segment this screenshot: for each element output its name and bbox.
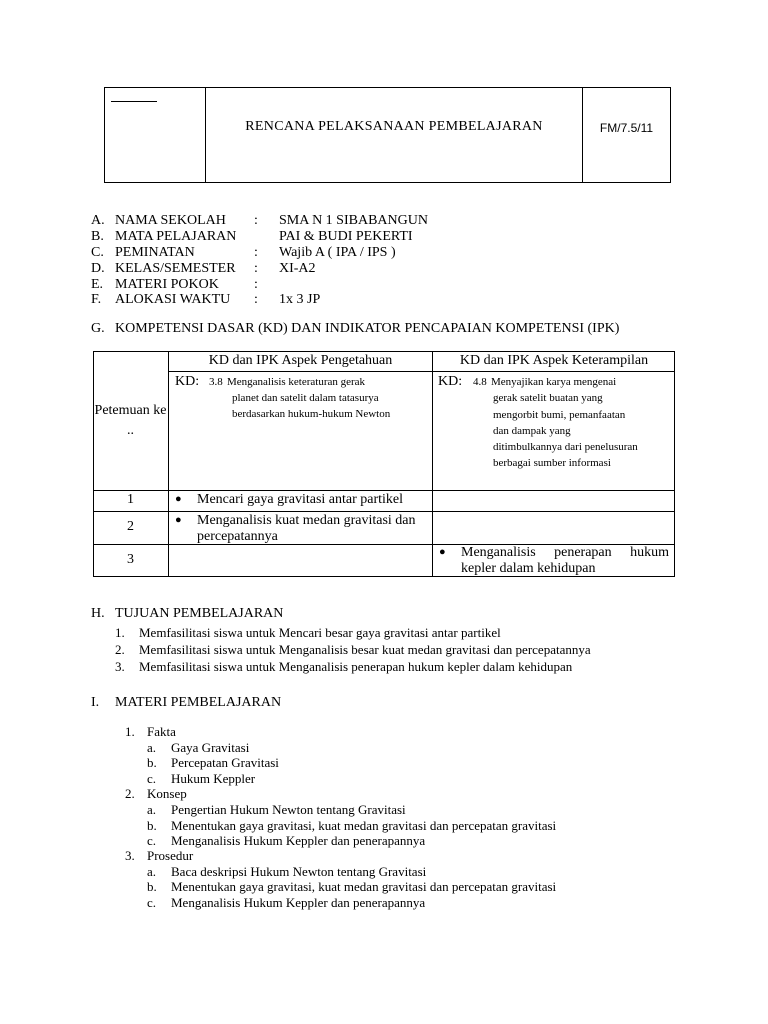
material-item: Baca deskripsi Hukum Newton tentang Gravitasi [171, 864, 427, 879]
kd-skill-line: gerak satelit buatan yang [493, 392, 603, 404]
logo-cell [105, 88, 206, 182]
material-group-title: Konsep [147, 786, 187, 801]
material-item: Hukum Keppler [171, 771, 256, 786]
info-label: KELAS/SEMESTER [115, 261, 236, 276]
bullet-icon: ● [439, 546, 446, 558]
kd-skill-line: mengorbit bumi, pemanfaatan [493, 409, 626, 421]
kd-skill-line: Menyajikan karya mengenai [491, 376, 617, 388]
kd-label: KD: [438, 374, 463, 389]
material-group-number: 1. [125, 724, 135, 739]
table-border [93, 351, 675, 352]
info-colon: : [254, 292, 258, 307]
table-border [432, 351, 433, 577]
material-item-letter: c. [147, 771, 157, 786]
material-item-letter: a. [147, 740, 157, 755]
section-title: KOMPETENSI DASAR (KD) DAN INDIKATOR PENCAPAIAN KOMPETENSI (IPK) [115, 321, 620, 336]
table-border [93, 490, 675, 491]
section-letter: I. [91, 695, 100, 710]
material-group-title: Prosedur [147, 848, 194, 863]
info-value: SMA N 1 SIBABANGUN [279, 213, 428, 228]
kd-knowledge-line: berdasarkan hukum-hukum Newton [232, 408, 391, 420]
table-border [93, 511, 675, 512]
info-value: 1x 3 JP [279, 292, 321, 307]
kd-skill-line: dan dampak yang [493, 425, 571, 437]
objective-text: Memfasilitasi siswa untuk Mencari besar gaya gravitasi antar partikel [139, 625, 501, 640]
material-item-letter: a. [147, 802, 157, 817]
kd-knowledge-line: planet dan satelit dalam tatasurya [232, 392, 379, 404]
info-letter: C. [91, 245, 104, 260]
section-i-title: MATERI PEMBELAJARAN [115, 695, 282, 710]
material-group-title: Fakta [147, 724, 176, 739]
info-letter: E. [91, 277, 104, 292]
table-border [168, 371, 675, 372]
material-item: Gaya Gravitasi [171, 740, 250, 755]
info-letter: A. [91, 213, 105, 228]
knowledge-indicator: Menganalisis kuat medan gravitasi dan percepatannya [197, 513, 416, 544]
form-code-cell [582, 88, 670, 182]
col-knowledge-header: KD dan IPK Aspek Pengetahuan [208, 353, 393, 368]
knowledge-indicator: Mencari gaya gravitasi antar partikel [197, 492, 404, 507]
meeting-number: 1 [127, 492, 134, 507]
section-h-title: TUJUAN PEMBELAJARAN [115, 606, 284, 621]
kd-knowledge-number: 3.8 [209, 376, 223, 388]
kd-skill-number: 4.8 [473, 376, 487, 388]
objective-number: 3. [115, 659, 125, 674]
objective-number: 1. [115, 625, 125, 640]
info-colon: : [254, 213, 258, 228]
objective-text: Memfasilitasi siswa untuk Menganalisis penerapan hukum kepler dalam kehidupan [139, 659, 573, 674]
objective-text: Memfasilitasi siswa untuk Menganalisis besar kuat medan gravitasi dan percepatannya [139, 642, 591, 657]
material-item-letter: b. [147, 755, 157, 770]
info-value: XI-A2 [279, 261, 316, 276]
info-label: ALOKASI WAKTU [115, 292, 231, 307]
material-item-letter: c. [147, 833, 157, 848]
col-meeting-header: Petemuan ke .. [94, 403, 167, 438]
document-header [104, 87, 671, 183]
info-value: PAI & BUDI PEKERTI [279, 229, 413, 244]
info-label: PEMINATAN [115, 245, 195, 260]
material-group-number: 2. [125, 786, 135, 801]
skill-indicator: Menganalisis penerapan hukum kepler dalam kehidupan [461, 545, 669, 576]
bullet-icon: ● [175, 493, 182, 505]
material-item: Pengertian Hukum Newton tentang Gravitasi [171, 802, 406, 817]
material-group-number: 3. [125, 848, 135, 863]
material-item-letter: b. [147, 879, 157, 894]
info-label: MATERI POKOK [115, 277, 219, 292]
info-colon: : [254, 245, 258, 260]
col-skill-header: KD dan IPK Aspek Keterampilan [459, 353, 649, 368]
info-label: NAMA SEKOLAH [115, 213, 226, 228]
kd-knowledge-line: Menganalisis keteraturan gerak [227, 376, 366, 388]
info-letter: B. [91, 229, 104, 244]
table-border [93, 351, 94, 577]
kd-table [93, 351, 675, 577]
material-item: Menganalisis Hukum Keppler dan penerapannya [171, 833, 426, 848]
material-item: Menentukan gaya gravitasi, kuat medan gravitasi dan percepatan gravitasi [171, 818, 557, 833]
meeting-number: 2 [127, 519, 134, 534]
material-item-letter: a. [147, 864, 157, 879]
table-border [168, 351, 169, 577]
info-letter: D. [91, 261, 105, 276]
info-label: MATA PELAJARAN [115, 229, 237, 244]
info-colon: : [254, 261, 258, 276]
material-item-letter: c. [147, 895, 157, 910]
section-letter: G. [91, 321, 105, 336]
meeting-number: 3 [127, 552, 134, 567]
form-code: FM/7.5/11 [599, 121, 654, 135]
info-value: Wajib A ( IPA / IPS ) [279, 245, 396, 260]
material-item-letter: b. [147, 818, 157, 833]
kd-label: KD: [175, 374, 200, 389]
logo-line [111, 101, 157, 102]
material-item: Menganalisis Hukum Keppler dan penerapannya [171, 895, 426, 910]
material-item: Menentukan gaya gravitasi, kuat medan gravitasi dan percepatan gravitasi [171, 879, 557, 894]
bullet-icon: ● [175, 514, 182, 526]
material-item: Percepatan Gravitasi [171, 755, 279, 770]
info-letter: F. [91, 292, 102, 307]
table-border [674, 351, 675, 577]
document-title: RENCANA PELAKSANAAN PEMBELAJARAN [245, 119, 543, 134]
objective-number: 2. [115, 642, 125, 657]
kd-skill-line: ditimbulkannya dari penelusuran [493, 441, 638, 453]
section-letter: H. [91, 606, 105, 621]
info-colon: : [254, 277, 258, 292]
kd-skill-line: berbagai sumber informasi [493, 457, 611, 469]
